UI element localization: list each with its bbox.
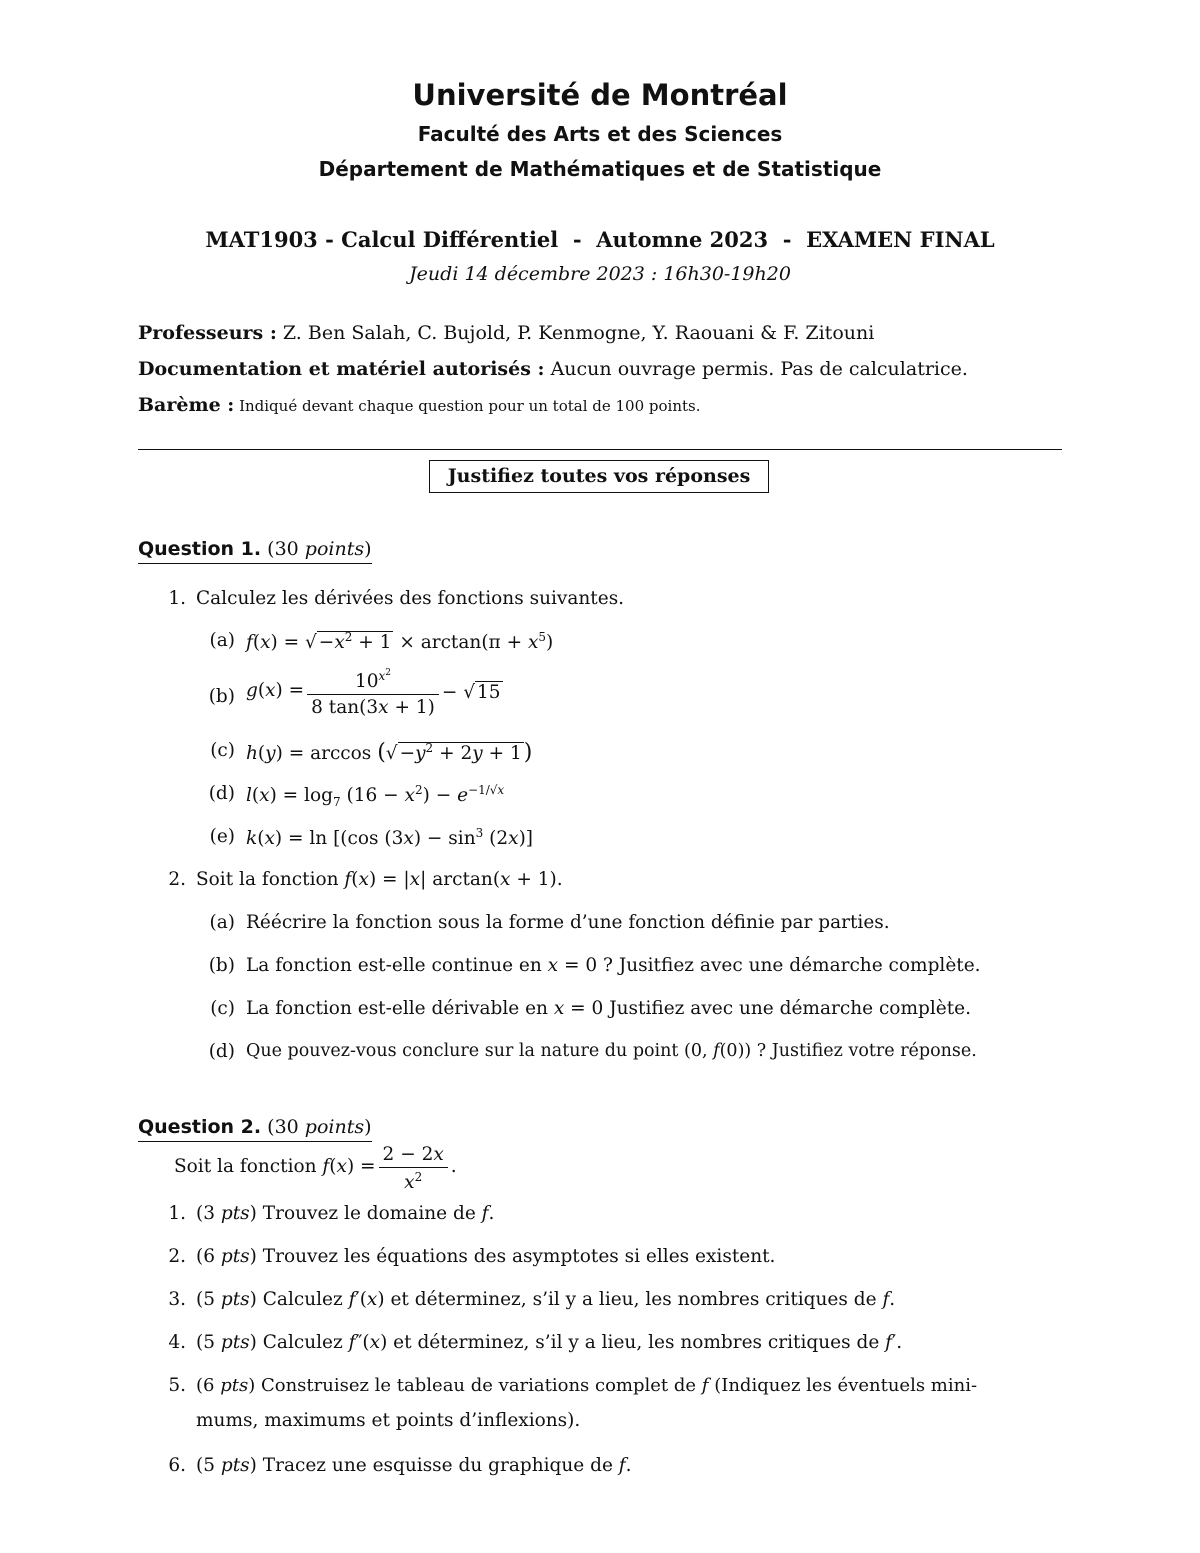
q1-item-c-label: (c) [210,740,235,761]
question1-points-open: (30 [267,538,305,560]
university-title: Université de Montréal [412,78,788,112]
q2-item-3-number: 3. [168,1289,186,1310]
course-title: MAT1903 - Calcul Différentiel - Automne 2023 - EXAMEN FINAL [205,227,995,252]
q1-item-b-formula: g(x) = $\frac{10^{x^2}}{8 \tan(3x + 1)}$ − √ 15 [246,668,501,719]
horizontal-rule [138,449,1062,450]
documentation-value: Aucun ouvrage permis. Pas de calculatrice. [544,358,968,380]
q2-item-2-text: Trouvez les équations des asymptotes si elles existent. [262,1246,776,1267]
q2-item-4-prefix: Calculez [262,1332,349,1353]
q1-part2-item-a-text: Réécrire la fonction sous la forme d’une fonction définie par parties. [246,912,890,933]
q2-item-3-pts: (5 [196,1289,221,1310]
q2-item-6-text: Tracez une esquisse du graphique de [262,1455,619,1476]
q1-part2-item-d-label: (d) [208,1041,235,1062]
q1-item-d-formula: $l(x) = \log_7 (16 - x^2) - e^{-1/√x}$ [246,783,505,809]
q2-item-5-line2-text: mums, maximums et points d’inflexions). [196,1410,581,1431]
exam-page: Université de Montréal Faculté des Arts et des Sciences Département de Mathématiques et de Statistique MAT1903 - Calcul Différentiel - Automne 2023 - EXAMEN FINAL Jeudi 14 décembre 2023 : 16h30-19h20 Professeurs : Z. Ben Salah, C. Bujold, P. Kenmogne, Y. Raouani & F. Zitouni Documentation et matériel autorisés : Aucun ouvrage permis. Pas de calculatrice. Barème : Indiqué devant chaque question pour un total de 100 points. Justifiez toutes vos réponses Question 1. (30 points) 1. Calculez les dérivées des fonctions suivantes. (a) f(x) = √ $-x^2 + 1 \times \arctan(\pi + x^5)$ (b) g(x) = $\frac{10^{x^2}}{8 \tan(3x + 1)}$ − √ 15 (c) h(y) = arccos (√ $-y^2 + 2y + 1$) (d) $l(x) = \log_7 (16 - x^2) - e^{-1/√x}$ (e) k(x) = ln [(cos $(3x) - \sin^3 (2x)$] 2. Soit la fonction f(x) = |x| arctan(x + 1). (a) Réécrire la fonction sous la forme d’une fonction définie par parties. (b) La fonction est-elle continue en x = 0 ? Jusitfiez avec une démarche complète. (c) La fonction est-elle dérivable en x = 0 Justifiez avec une démarche complète. (d) Que pouvez-vous conclure sur la nature du point (0, f(0)) ? Justifiez votre réponse. Question 2. (30 points) Soit la fonction f(x) = $\frac{2 - 2x}{x^2}$ . 1. (3 pts) Trouvez le domaine de f. 2. (6 pts) Trouvez les équations des asymptotes si elles existent. 3. (5 pts) Calculez f′(x) et déterminez, s’il y a lieu, les nombres critiques de f. 4. (5 pts) Calculez f″(x) et déterminez, s’il y a lieu, les nombres critiques de f′. 5. (6 pts) Construisez le tableau de variations complet de f (Indiquez les éventuels mini- mums, maximums et points d’inflexions). 6. (5 pts) Tracez une esquisse du graphique de f. [0,0,1200,1553]
q1-part2-item-b-math: x = 0 [547,955,598,976]
documentation-label: Documentation et matériel autorisés : [138,358,545,380]
q2-item-5-tail: (Indiquez les éventuels mini- [708,1375,978,1396]
q1-part1-text: Calculez les dérivées des fonctions suivantes. [196,588,625,609]
exam-date: Jeudi 14 décembre 2023 : 16h30-19h20 [409,263,791,285]
q1-part2-text: Soit la fonction [196,869,345,890]
bareme-line [138,394,701,416]
q2-intro-formula: f(x) = $\frac{2 - 2x}{x^2}$ . [322,1144,457,1194]
question2-points-word: points [304,1116,365,1138]
q1-part2-number: 2. [168,869,186,890]
bareme-label: Barème : [138,394,235,416]
q1-item-a-label: (a) [209,630,235,651]
q1-part2-item-d-prefix: Que pouvez-vous conclure sur la nature du point [246,1041,685,1061]
q1-item-d-label: (d) [208,783,235,804]
q1-part2-item-c-suffix: Justifiez avec une démarche complète. [603,998,971,1019]
q2-item-5-number: 5. [168,1375,186,1396]
q1-part1-number: 1. [168,588,186,609]
department-title: Département de Mathématiques et de Statistique [318,157,882,181]
professors-line [138,322,874,344]
question1-title: Question 1. [138,538,262,560]
q1-part2-item-b-prefix: La fonction est-elle continue en [246,955,548,976]
question1-heading [138,538,372,564]
q1-part2-item-d-math: (0, f(0)) [684,1041,752,1061]
professors-value: Z. Ben Salah, C. Bujold, P. Kenmogne, Y. Raouani & F. Zitouni [276,322,875,344]
q2-item-4-suffix: et déterminez, s’il y a lieu, les nombres critiques de [387,1332,886,1353]
q2-item-5-line2 [196,1410,580,1431]
question2-points-close: ) [364,1116,372,1138]
q1-part2-item-b-suffix: ? Jusitfiez avec une démarche complète. [597,955,981,976]
q2-item-1-text: Trouvez le domaine de [262,1203,482,1224]
q2-item-2-pts: (6 [196,1246,221,1267]
q2-item-6-pts: (5 [196,1455,221,1476]
question1-points-close: ) [364,538,372,560]
q2-intro [174,1144,457,1193]
question2-heading [138,1116,372,1142]
q2-item-5-text: Construisez le tableau de variations complet de [260,1375,702,1396]
q2-item-5-pts: (6 [196,1375,221,1396]
q2-item-3-suffix: et déterminez, s’il y a lieu, les nombres critiques de [384,1289,883,1310]
q1-item-c-formula: h(y) = arccos (√ $-y^2 + 2y + 1$) [246,740,533,765]
question2-points-open: (30 [267,1116,305,1138]
question1-points-word: points [304,538,365,560]
question2-title: Question 2. [138,1116,262,1138]
q2-item-4-pts: (5 [196,1332,221,1353]
q1-part2-item-a-label: (a) [209,912,235,933]
q2-item-4-number: 4. [168,1332,186,1353]
q1-item-e-formula: k(x) = ln [(cos $(3x) - \sin^3 (2x)$] [246,826,534,850]
q1-part2-item-c-math: x = 0 [553,998,604,1019]
q1-part2-item-c-prefix: La fonction est-elle dérivable en [246,998,554,1019]
q1-part2-item-b-label: (b) [208,955,235,976]
q2-item-3-prefix: Calculez [262,1289,349,1310]
q2-item-1-pts: (3 [196,1203,221,1224]
q2-item-2-number: 2. [168,1246,186,1267]
q1-part2-item-d-suffix: ? Justifiez votre réponse. [751,1041,977,1061]
bareme-value: Indiqué devant chaque question pour un total de 100 points. [234,397,701,415]
q2-item-1-number: 1. [168,1203,186,1224]
professors-label: Professeurs : [138,322,277,344]
q1-item-e-label: (e) [209,826,235,847]
q2-item-6-number: 6. [168,1455,186,1476]
q1-part2-item-c-label: (c) [210,998,235,1019]
boxed-instruction: Justifiez toutes vos réponses [429,460,769,493]
q2-intro-text: Soit la fonction [174,1155,323,1177]
q1-item-a-formula: f(x) = √ $-x^2 + 1 \times \arctan(\pi + x^5)$ [246,630,554,654]
faculty-title: Faculté des Arts et des Sciences [417,122,783,146]
q1-item-b-label: (b) [208,686,235,707]
documentation-line [138,358,968,380]
q1-part2-formula: f(x) = |x| arctan(x + 1). [344,869,563,890]
